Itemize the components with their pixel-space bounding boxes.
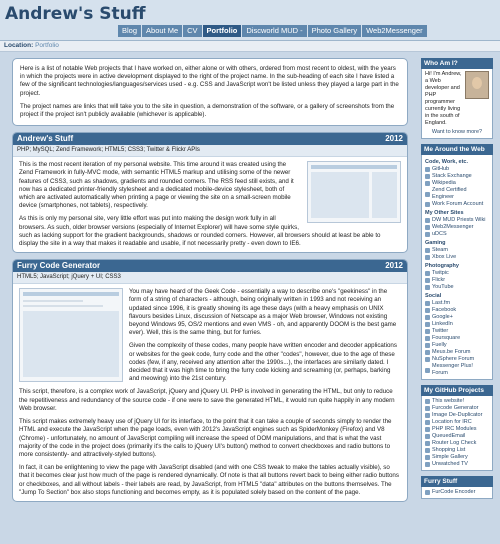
sidebar-group-title: Photography [425, 263, 459, 269]
project-description-1: This is the most recent iteration of my personal website. This time around it was created using the Zend Framework in fully-MVC mode, with semantic HTML5 markup and utilising some of the newer features of CSS3, such as shadows, gradients and rounded corners. The RSS feed still exists, and it now has a dedicated printer-friendly stylesheet and a dedicated mobile-device stylesheet, both of which are activated automatically when printing a page or viewing the site on a small-screen mobile device (smartphones, not tablets), respectively. [19, 161, 294, 210]
sidebar-link[interactable] [425, 489, 489, 496]
link-icon [425, 350, 430, 355]
sidebar-link-label: NuSphere Forum [432, 356, 475, 362]
around-web-title: Me Around the Web [421, 144, 493, 155]
sidebar-link[interactable] [425, 419, 489, 426]
link-icon [425, 278, 430, 283]
project-description-1: You may have heard of the Geek Code - essentially a way to describe one's "geekiness" in the form of a string of characters - although, being originally written in 1993 and not receiving an updated since 1996, it is greatly showing its age these days (with a heavy emphasis on UNIX flavours besides Linux, discussion of Netscape as a major Web browser, Windows not existing beyond Windows 95, OS/2 mentions and even VMS - oh, and apparently DOOM is the best game ever). Well, this is the same thing, but for furries. [129, 288, 397, 337]
sidebar-link-label: Last.fm [432, 300, 451, 306]
project-description-3: This script, therefore, is a complex work of JavaScript, jQuery and jQuery UI. PHP is involved in generating the HTML, but only to reduce the repetitiveness and redundancy of the source code - if one were to save the generated HTML, it would run quite happily in any modern Web browser. [19, 388, 395, 412]
sidebar-link-label: Facebook [432, 307, 457, 313]
sidebar-link[interactable] [425, 231, 489, 238]
sidebar-link-label: DW MUD Priests Wiki [432, 217, 486, 223]
sidebar-link-label: QueuedEmail [432, 433, 466, 439]
sidebar-link-label: uDCS [432, 231, 447, 237]
sidebar-link-label: Zend Certified Engineer [432, 187, 467, 200]
github-box [421, 396, 493, 471]
site-header [0, 0, 500, 41]
link-icon [425, 399, 430, 404]
link-icon [425, 225, 430, 230]
sidebar-link[interactable] [425, 412, 489, 419]
sidebar-link[interactable] [425, 173, 489, 180]
link-icon [425, 232, 430, 237]
intro-panel [12, 58, 408, 126]
sidebar-link-label: FurCode Encoder [432, 489, 476, 495]
project-description-4: This script makes extremely heavy use of jQuery UI for its interface, to the point that it can take a couple of seconds simply to render the HTML and execute the JavaScript when the page loads, even with 2012's JavaScript engines such as SpiderMonkey (Firefox) and V8 (Chrome) - unfortunately, no amount of JavaScript compiling will increase the speed of DOM manipulations, and that is what the vast majority of the code in the project does (primarily it's the calls to jQuery UI's button() method to convert checkboxes and radio buttons to more consistently- and attractively-styled buttons). [19, 418, 392, 458]
sidebar-link[interactable] [425, 433, 489, 440]
sidebar-link[interactable] [425, 284, 489, 291]
sidebar-link[interactable] [425, 363, 489, 377]
sidebar-link-label: Image De-Duplicator [432, 412, 483, 418]
who-am-i-title: Who Am I? [421, 58, 493, 69]
who-am-i-box [421, 69, 493, 139]
sidebar-link-label: LinkedIn [432, 321, 453, 327]
sidebar-group-title: Code, Work, etc. [425, 159, 468, 165]
project-description-2: Given the complexity of these codes, many people have written encoder and decoder applications or websites for the geek code, furry code and the other "codes", however, due to the age of these codes (few, if any, received any attention after the 1990s...), the interfaces are similarly dated. I decided that it was high time to bring the furry code kicking and screaming (or, perhaps, barking and meowing) into the 21st century. [129, 342, 397, 383]
link-icon [425, 202, 430, 207]
link-icon [425, 301, 430, 306]
project-year: 2012 [385, 261, 403, 271]
sidebar-link[interactable] [425, 314, 489, 321]
sidebar-link-label: GitHub [432, 166, 450, 172]
project-header [13, 133, 407, 145]
link-icon [425, 192, 430, 197]
around-web-box [421, 155, 493, 380]
sidebar-link[interactable] [425, 254, 489, 261]
sidebar-link-label: Wikipedia [432, 180, 456, 186]
link-icon [425, 167, 430, 172]
sidebar-link-label: Furcode Generator [432, 405, 479, 411]
sidebar-link[interactable] [425, 356, 489, 363]
sidebar-link[interactable] [425, 342, 489, 349]
sidebar-link[interactable] [425, 454, 489, 461]
link-icon [425, 406, 430, 411]
link-icon [425, 271, 430, 276]
sidebar-link-label: Stack Exchange [432, 173, 472, 179]
link-icon [425, 255, 430, 260]
sidebar-group-title: My Other Sites [425, 210, 464, 216]
main-content [12, 58, 408, 508]
link-icon [425, 343, 430, 348]
link-icon [425, 448, 430, 453]
sidebar-link-label: Messenger Plus! Forum [432, 363, 473, 376]
nav-portfolio[interactable]: Portfolio [203, 25, 242, 37]
sidebar-link[interactable] [425, 277, 489, 284]
link-icon [425, 322, 430, 327]
intro-paragraph-1: Here is a list of notable Web projects that I have worked on, either alone or with others, ordered from most recent to oldest, with the years in which the projects were in active development displayed to the right of the project name. In the sub-heading of each site I have listed a few of the significant technologies/languages/services used - e.g. CSS and JavaScript won't be listed unless they played a large part in the project. [20, 65, 399, 97]
sidebar-group-title: Social [425, 293, 442, 299]
sidebar-link-label: Work Forum Account [432, 201, 484, 207]
sidebar-link-label: Flickr [432, 277, 446, 283]
main-nav [118, 25, 427, 37]
location-bar [0, 41, 500, 52]
project-description-2: As this is only my personal site, very little effort was put into making the design work fully in all browsers. As such, older browser versions (especially of Internet Explorer) will have some style quirks, such as lacking support for the gradient backgrounds, shadows or rounded corners. However, all browsers should at least be able to display the site in a way that makes it readable and usable, if not necessarily pretty - even down to IE6. [19, 215, 381, 248]
sidebar-link[interactable] [425, 328, 489, 335]
project-panel [12, 132, 408, 253]
sidebar-link-label: Steam [432, 247, 448, 253]
site-title[interactable]: Andrew's Stuff [5, 4, 146, 24]
link-icon [425, 181, 430, 186]
link-icon [425, 174, 430, 179]
nav-cv[interactable]: CV [183, 25, 201, 37]
nav-web2messenger[interactable]: Web2Messenger [362, 25, 427, 37]
location-label: Location: [4, 42, 34, 49]
sidebar-link[interactable] [425, 247, 489, 254]
sidebar-link[interactable] [425, 405, 489, 412]
link-icon [425, 462, 430, 467]
nav-blog[interactable]: Blog [118, 25, 141, 37]
more-about-link[interactable]: Want to know more? [431, 129, 483, 135]
sidebar-link-label: Router Log Check [432, 440, 477, 446]
sidebar-link-label: Fuelly [432, 342, 447, 348]
sidebar-link[interactable] [425, 349, 489, 356]
sidebar-link[interactable] [425, 321, 489, 328]
sidebar-link-label: This website! [432, 398, 465, 404]
nav-discworld-mud[interactable]: Discworld MUD - [242, 25, 306, 37]
sidebar-link[interactable] [425, 307, 489, 314]
nav-photo-gallery[interactable]: Photo Gallery [308, 25, 361, 37]
sidebar-link[interactable] [425, 461, 489, 468]
sidebar-link-label: Twitpic [432, 270, 449, 276]
sidebar-link-label: Google+ [432, 314, 453, 320]
nav-about-me[interactable]: About Me [142, 25, 182, 37]
link-icon [425, 420, 430, 425]
avatar [465, 71, 489, 99]
sidebar-link-label: Web2Messenger [432, 224, 474, 230]
sidebar-group-title: Gaming [425, 240, 446, 246]
project-year: 2012 [385, 134, 403, 144]
link-icon [425, 329, 430, 334]
project-name-link[interactable]: Furry Code Generator [17, 261, 101, 271]
link-icon [425, 455, 430, 460]
sidebar-link[interactable] [425, 440, 489, 447]
sidebar-link[interactable] [425, 224, 489, 231]
sidebar-link[interactable] [425, 426, 489, 433]
sidebar-link[interactable] [425, 180, 489, 187]
link-icon [425, 218, 430, 223]
project-screenshot[interactable] [19, 288, 123, 382]
project-screenshot[interactable] [307, 161, 401, 223]
link-icon [425, 308, 430, 313]
link-icon [425, 248, 430, 253]
link-icon [425, 490, 430, 495]
sidebar-link[interactable] [425, 300, 489, 307]
sidebar-link-label: Simple Gallery [432, 454, 468, 460]
furry-box [421, 487, 493, 499]
link-icon [425, 413, 430, 418]
link-icon [425, 441, 430, 446]
furry-title: Furry Stuff [421, 476, 493, 487]
sidebar-link[interactable] [425, 187, 489, 201]
link-icon [425, 368, 430, 373]
project-name-link[interactable]: Andrew's Stuff [17, 134, 74, 144]
sidebar-link-label: Shopping List [432, 447, 466, 453]
link-icon [425, 336, 430, 341]
project-header [13, 260, 407, 272]
sidebar-link[interactable] [425, 335, 489, 342]
sidebar-link[interactable] [425, 398, 489, 405]
link-icon [425, 427, 430, 432]
sidebar-link-label: Meus.be Forum [432, 349, 471, 355]
link-icon [425, 434, 430, 439]
link-icon [425, 357, 430, 362]
sidebar-link-label: Unwatched TV [432, 461, 468, 467]
sidebar-link-label: Location for IRC [432, 419, 472, 425]
project-panel [12, 259, 408, 502]
sidebar-link[interactable] [425, 217, 489, 224]
sidebar-link-label: PHP IRC Modules [432, 426, 477, 432]
who-am-i-text: Hi! I'm Andrew, a Web developer and PHP programmer currently living in the south of England. [425, 71, 462, 126]
sidebar-link-label: YouTube [432, 284, 454, 290]
link-icon [425, 285, 430, 290]
sidebar-link-label: Foursquare [432, 335, 461, 341]
sidebar-link-label: Twitter [432, 328, 449, 334]
project-description-5: In fact, it can be enlightening to view the page with JavaScript disabled (and with one CSS tweak to make the tables actually visible), so that it becomes clear just how much of the page is rendered dynamically. Of note is that all buttons revert back to being either radio buttons or checkboxes, and all without labels - their labels are read, by JavaScript, from HTML5 "data" attributes on the buttons themselves. The "Jump To Section" box also stops functioning and becomes empty, as it is populated solely based on the content of the page. [19, 464, 399, 496]
github-title: My GitHub Projects [421, 385, 493, 396]
sidebar-link[interactable] [425, 201, 489, 208]
location-value[interactable]: Portfolio [35, 42, 59, 49]
sidebar [421, 58, 493, 504]
project-tags: HTML5; JavaScript; jQuery + UI; CSS3 [13, 272, 407, 284]
link-icon [425, 315, 430, 320]
sidebar-link[interactable] [425, 447, 489, 454]
sidebar-link[interactable] [425, 270, 489, 277]
sidebar-link[interactable] [425, 166, 489, 173]
sidebar-link-label: Xbox Live [432, 254, 457, 260]
intro-paragraph-2: The project names are links that will take you to the site in question, a demonstration of the software, or a gallery of screenshots from the project if the project isn't publicly available (whichever is applicable). [20, 102, 395, 119]
project-tags: PHP; MySQL; Zend Framework; HTML5; CSS3; Twitter & Flickr APIs [13, 145, 407, 157]
